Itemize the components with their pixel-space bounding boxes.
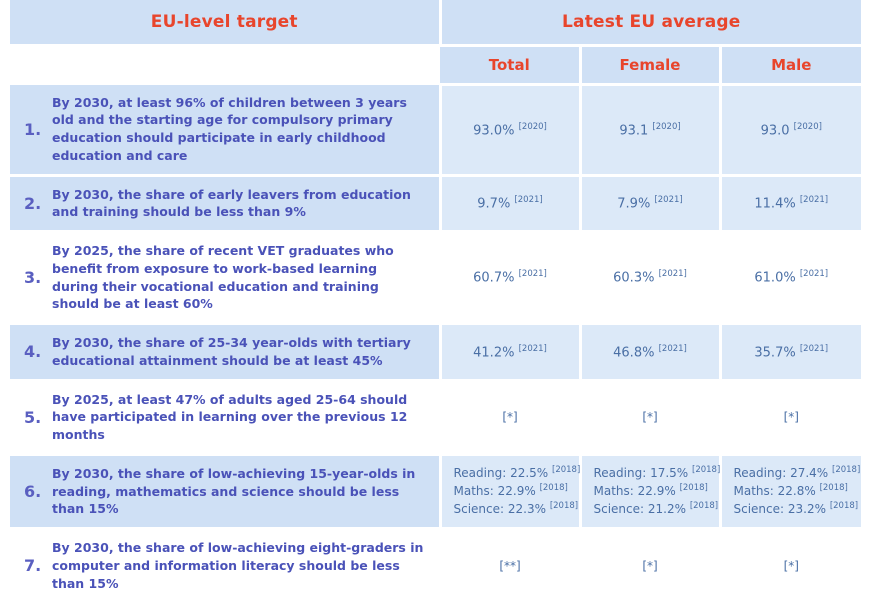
table-header	[10, 0, 861, 85]
header-male: Male	[720, 46, 861, 85]
row-number: 1.	[10, 85, 48, 176]
value-text: Science: 22.3%	[453, 502, 546, 517]
row-total-value	[440, 175, 580, 232]
value-year: [2018]	[689, 501, 719, 512]
row-target-text: By 2030, the share of 25-34 year-olds with tertiary educational attainment should be at least 45%	[48, 324, 440, 381]
value-year: [2018]	[692, 465, 721, 476]
table-row	[10, 529, 861, 603]
header-spacer	[10, 46, 440, 85]
eu-targets-table	[10, 0, 861, 604]
row-male-value	[720, 454, 861, 528]
value-text: 93.0%	[473, 122, 515, 138]
value-line	[733, 500, 859, 518]
table-row	[10, 324, 861, 381]
row-male-value	[720, 85, 861, 176]
row-male-value	[720, 324, 861, 381]
value-line	[734, 482, 856, 500]
value-year: [2021]	[799, 195, 829, 206]
value-year: [2021]	[654, 195, 683, 206]
value-year: [2021]	[518, 269, 547, 280]
row-total-value	[440, 454, 580, 528]
value-line	[733, 464, 861, 482]
value-text: 7.9%	[617, 196, 651, 212]
value-text: 93.1	[619, 122, 649, 138]
row-number: 5.	[10, 380, 48, 454]
row-male-value: [*]	[720, 380, 861, 454]
value-year: [2020]	[518, 121, 547, 132]
row-total-value: [*]	[440, 380, 580, 454]
row-target-text: By 2030, the share of low-achieving eight-graders in computer and information literacy should be less than 15%	[48, 529, 440, 603]
value-year: [2018]	[819, 483, 848, 494]
value-line	[454, 482, 573, 500]
value-text: 60.7%	[473, 270, 515, 286]
value-year: [2021]	[799, 343, 829, 354]
row-total-value	[440, 232, 580, 324]
value-year: [2018]	[552, 465, 581, 476]
value-line	[453, 500, 579, 518]
value-text: 11.4%	[754, 196, 796, 212]
value-year: [2018]	[549, 501, 579, 512]
row-number: 6.	[10, 454, 48, 528]
value-line	[593, 500, 719, 518]
value-line	[453, 464, 581, 482]
table-row	[10, 454, 861, 528]
row-target-text: By 2030, the share of low-achieving 15-year-olds in reading, mathematics and science should be less than 15%	[48, 454, 440, 528]
row-male-value	[720, 232, 861, 324]
value-text: 61.0%	[754, 270, 796, 286]
row-male-value	[720, 175, 861, 232]
value-text: Reading: 27.4%	[733, 466, 829, 481]
value-text: 60.3%	[613, 270, 655, 286]
row-male-value: [*]	[720, 529, 861, 603]
row-female-value	[580, 175, 720, 232]
row-number: 2.	[10, 175, 48, 232]
row-number: 3.	[10, 232, 48, 324]
header-female: Female	[580, 46, 720, 85]
value-year: [2018]	[829, 501, 859, 512]
row-female-value	[580, 324, 720, 381]
value-text: Science: 23.2%	[733, 502, 826, 517]
row-female-value: [*]	[580, 380, 720, 454]
value-text: Reading: 17.5%	[593, 466, 689, 481]
value-text: 41.2%	[473, 344, 515, 360]
value-year: [2018]	[832, 465, 861, 476]
value-year: [2020]	[652, 121, 681, 132]
value-line	[593, 464, 721, 482]
header-eu-level-target: EU-level target	[10, 0, 440, 46]
value-line	[594, 482, 713, 500]
row-target-text: By 2025, the share of recent VET graduates who benefit from exposure to work-based learning during their vocational education and training should be at least 60%	[48, 232, 440, 324]
value-text: Maths: 22.8%	[733, 484, 816, 499]
row-total-value: [**]	[440, 529, 580, 603]
value-year: [2021]	[658, 269, 687, 280]
value-text: Maths: 22.9%	[593, 484, 676, 499]
row-female-value: [*]	[580, 529, 720, 603]
table-body	[10, 85, 861, 603]
value-text: Maths: 22.9%	[453, 484, 536, 499]
value-text: 93.0	[760, 122, 790, 138]
row-number: 7.	[10, 529, 48, 603]
row-total-value	[440, 324, 580, 381]
value-text: 35.7%	[754, 344, 796, 360]
row-number: 4.	[10, 324, 48, 381]
header-latest-eu-average: Latest EU average	[440, 0, 861, 46]
value-year: [2021]	[514, 195, 543, 206]
header-row-main	[10, 0, 861, 46]
table-row	[10, 380, 861, 454]
row-female-value	[580, 232, 720, 324]
value-year: [2021]	[658, 343, 687, 354]
table-row	[10, 85, 861, 176]
value-year: [2018]	[539, 483, 568, 494]
row-female-value	[580, 85, 720, 176]
value-year: [2021]	[518, 343, 547, 354]
value-text: 46.8%	[613, 344, 655, 360]
value-year: [2018]	[679, 483, 708, 494]
header-total: Total	[440, 46, 580, 85]
value-text: Reading: 22.5%	[453, 466, 549, 481]
value-text: 9.7%	[477, 196, 511, 212]
table-row	[10, 175, 861, 232]
table-row	[10, 232, 861, 324]
value-year: [2020]	[793, 121, 822, 132]
row-target-text: By 2030, the share of early leavers from education and training should be less than 9%	[48, 175, 440, 232]
row-target-text: By 2025, at least 47% of adults aged 25-64 should have participated in learning over the previous 12 months	[48, 380, 440, 454]
value-year: [2021]	[799, 269, 829, 280]
row-target-text: By 2030, at least 96% of children between 3 years old and the starting age for compulsory primary education should participate in early childhood education and care	[48, 85, 440, 176]
row-total-value	[440, 85, 580, 176]
row-female-value	[580, 454, 720, 528]
header-row-sub	[10, 46, 861, 85]
value-text: Science: 21.2%	[593, 502, 686, 517]
